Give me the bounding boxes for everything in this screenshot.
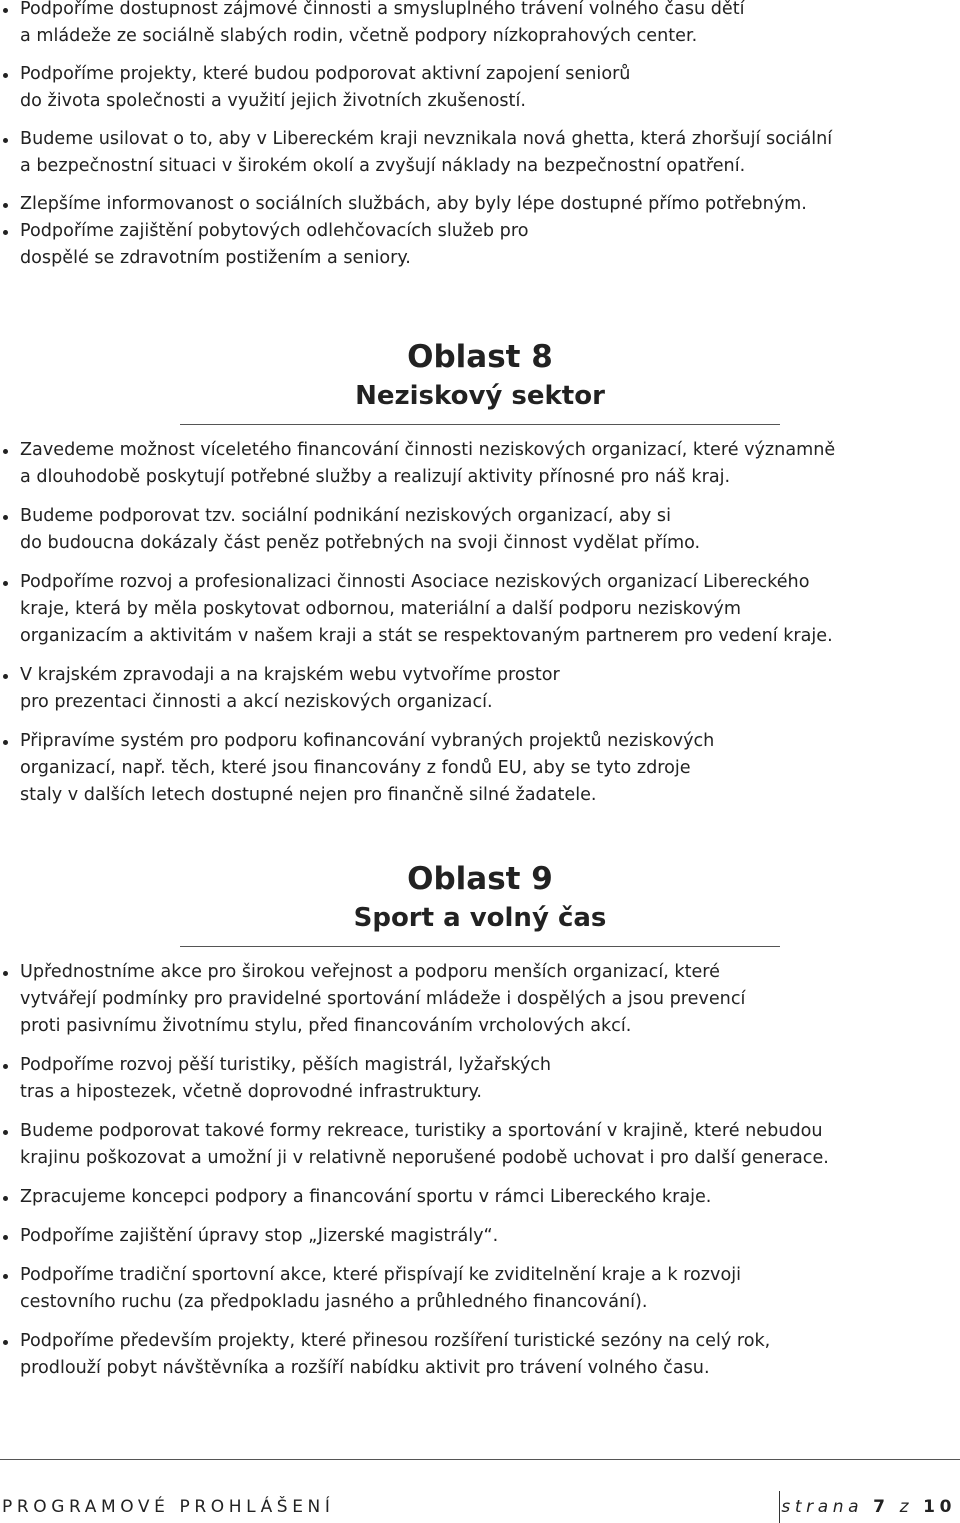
list-item: Budeme podporovat tzv. sociální podnikání neziskových organizací, aby si do budoucna dokázaly část peněz potřebných na svoji činnost vydělat přímo.: [0, 503, 945, 557]
list-item: Budeme podporovat takové formy rekreace, turistiky a sportování v krajině, které nebudou krajinu poškozovat a umožní ji v relativně neporušené podobě uchovat i pro další generace.: [0, 1118, 945, 1172]
list-item: V krajském zpravodaji a na krajském webu vytvoříme prostor pro prezentaci činnosti a akcí neziskových organizací.: [0, 662, 945, 716]
section-heading-8: [180, 338, 780, 413]
section-9-list: [0, 959, 945, 1382]
list-item: Podpoříme dostupnost zájmové činnosti a smysluplného trávení volného času dětí a mládeže ze sociálně slabých rodin, včetně podpory nízkoprahových center.: [0, 0, 945, 50]
footer-separator: [779, 1491, 780, 1523]
list-item: Podpoříme rozvoj a profesionalizaci činnosti Asociace neziskových organizací Libereckého kraje, která by měla poskytovat odbornou, materiální a další podporu neziskovým organizacím a aktivitám v našem kraji a stát se respektovaným partnerem pro vedení kraje.: [0, 569, 945, 650]
section-subtitle: Sport a volný čas: [353, 903, 607, 933]
list-item: Podpoříme zajištění úpravy stop „Jizerské magistrály“.: [0, 1223, 945, 1250]
footer-document-title: PROGRAMOVÉ PROHLÁŠENÍ: [2, 1497, 335, 1517]
section-title: Oblast 9: [407, 861, 553, 897]
page-indicator: [781, 1497, 956, 1517]
list-item: Podpoříme rozvoj pěší turistiky, pěších magistrál, lyžařských tras a hipostezek, včetně doprovodné infrastruktury.: [0, 1052, 945, 1106]
section-divider: [180, 424, 780, 425]
list-item: Budeme usilovat o to, aby v Libereckém kraji nevznikala nová ghetta, která zhoršují sociální a bezpečnostní situaci v širokém okolí a zvyšují náklady na bezpečnostní opatření.: [0, 126, 945, 180]
page-total: 10: [923, 1497, 956, 1517]
footer-divider: [0, 1459, 960, 1460]
section-subtitle: Neziskový sektor: [355, 381, 605, 411]
section-divider: [180, 946, 780, 947]
section-8-list: [0, 437, 945, 809]
page-of-label: z: [899, 1497, 914, 1517]
section-heading-9: [180, 860, 780, 935]
list-item: Podpoříme zajištění pobytových odlehčovacích služeb pro dospělé se zdravotním postižením a seniory.: [0, 218, 945, 272]
page-label: strana: [781, 1497, 864, 1517]
list-item: Podpoříme především projekty, které přinesou rozšíření turistické sezóny na celý rok, prodlouží pobyt návštěvníka a rozšíří nabídku aktivit pro trávení volného času.: [0, 1328, 945, 1382]
section-title: Oblast 8: [407, 339, 553, 375]
list-item: Zpracujeme koncepci podpory a financování sportu v rámci Libereckého kraje.: [0, 1184, 945, 1211]
list-item: Připravíme systém pro podporu kofinancování vybraných projektů neziskových organizací, např. těch, které jsou financovány z fondů EU, aby se tyto zdroje staly v dalších letech dostupné nejen pro finančně silné žadatele.: [0, 728, 945, 809]
list-item: Upřednostníme akce pro širokou veřejnost a podporu menších organizací, které vytvářejí podmínky pro pravidelné sportování mládeže i dospělých a jsou prevencí proti pasivnímu životnímu stylu, před financováním vrcholových akcí.: [0, 959, 945, 1040]
list-item: Podpoříme projekty, které budou podporovat aktivní zapojení seniorů do života společnosti a využití jejich životních zkušeností.: [0, 61, 945, 115]
list-item: Podpoříme tradiční sportovní akce, které přispívají ke zviditelnění kraje a k rozvoji cestovního ruchu (za předpokladu jasného a průhledného financování).: [0, 1262, 945, 1316]
intro-list: [0, 0, 945, 272]
list-item: Zlepšíme informovanost o sociálních službách, aby byly lépe dostupné přímo potřebným.: [0, 191, 945, 218]
page-number: 7: [873, 1497, 890, 1517]
list-item: Zavedeme možnost víceletého financování činnosti neziskových organizací, které významně a dlouhodobě poskytují potřebné služby a realizují aktivity přínosné pro náš kraj.: [0, 437, 945, 491]
